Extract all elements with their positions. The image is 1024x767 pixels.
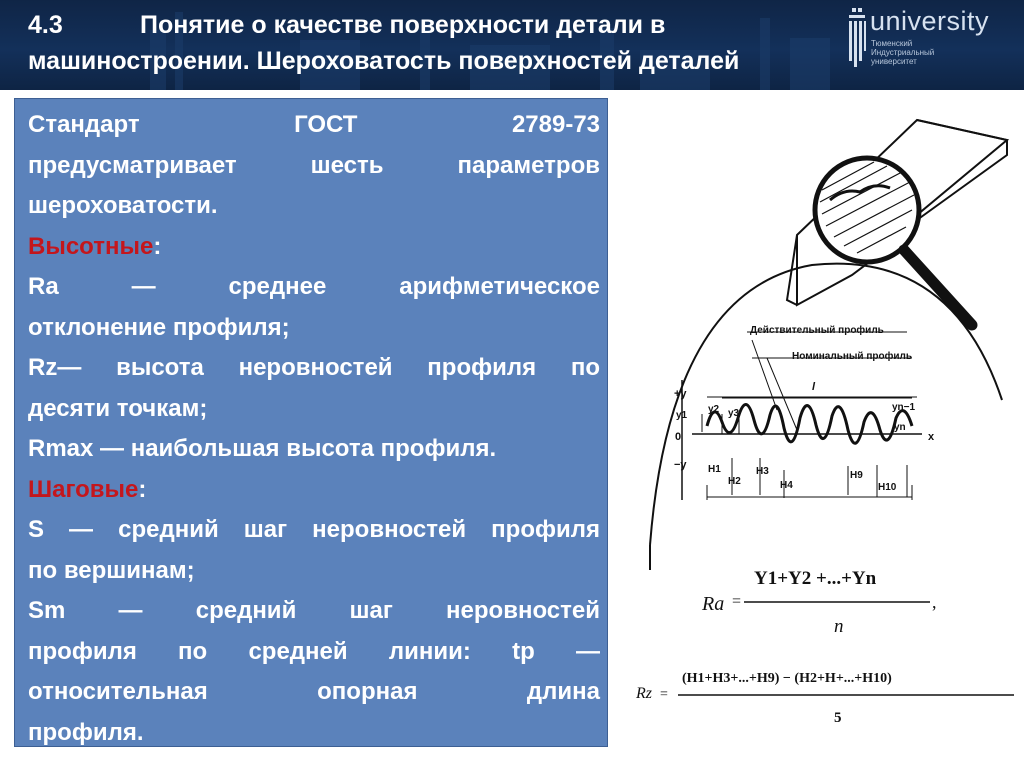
label-h1: H1 bbox=[708, 464, 721, 475]
height-heading-text: Высотные bbox=[28, 232, 154, 260]
height-heading-colon: : bbox=[153, 232, 162, 260]
sm-line-1: Sm — средний шаг неровностей bbox=[28, 597, 600, 624]
svg-text:=: = bbox=[732, 593, 742, 610]
word-standard: Стандарт bbox=[28, 111, 140, 138]
intro-line-1 bbox=[28, 105, 600, 146]
step-heading-colon: : bbox=[138, 475, 147, 503]
axis-x: x bbox=[928, 431, 935, 443]
svg-text:=: = bbox=[660, 687, 668, 702]
rz-line-1: Rz— высота неровностей профиля по bbox=[28, 354, 600, 381]
formula-rz-denominator: 5 bbox=[834, 710, 842, 726]
svg-text:,: , bbox=[932, 592, 937, 612]
label-actual-profile: Действительный профиль bbox=[750, 325, 884, 336]
sm-line-4: профиля. bbox=[28, 718, 144, 746]
rz-line-2: десяти точкам; bbox=[28, 394, 208, 422]
label-y1: y1 bbox=[676, 410, 688, 421]
step-heading bbox=[28, 470, 600, 511]
roughness-figure bbox=[612, 100, 1017, 745]
height-heading bbox=[28, 227, 600, 268]
logo-wordmark: university bbox=[870, 6, 990, 36]
title-line-1: Понятие о качестве поверхности детали в bbox=[140, 11, 666, 39]
section-number: 4.3 bbox=[28, 11, 63, 39]
label-yn: yn bbox=[894, 422, 906, 433]
s-line-2: по вершинам; bbox=[28, 556, 195, 584]
profile-diagram bbox=[674, 324, 935, 500]
label-h9: H9 bbox=[850, 470, 863, 481]
logo-subtitle: Тюменский Индустриальный университет bbox=[871, 39, 935, 66]
label-y2: y2 bbox=[708, 404, 720, 415]
formula-ra-lhs: Ra bbox=[702, 593, 725, 615]
formula-rz bbox=[635, 671, 1014, 726]
intro-line-2: предусматривает шесть параметров bbox=[28, 151, 600, 179]
slide-title bbox=[28, 7, 848, 79]
definition-textbox bbox=[14, 98, 608, 747]
rmax-line: Rmax — наибольшая высота профиля. bbox=[28, 435, 497, 462]
label-y3: y3 bbox=[728, 408, 740, 419]
title-line-2: машиностроении. Шероховатость поверхностей деталей bbox=[28, 47, 740, 75]
sm-line-2: профиля по средней линии: tp — bbox=[28, 637, 600, 665]
length-l: l bbox=[812, 381, 816, 393]
formula-rz-lhs: Rz bbox=[636, 685, 652, 702]
label-h4: H4 bbox=[780, 480, 793, 491]
formula-ra-denominator: n bbox=[834, 616, 844, 637]
logo-emblem-icon bbox=[846, 6, 868, 68]
sm-line-3: относительная опорная длина bbox=[28, 678, 600, 705]
label-yn-1: yn−1 bbox=[892, 402, 916, 413]
label-h10: H10 bbox=[878, 482, 897, 493]
label-h2: H2 bbox=[728, 476, 741, 487]
label-h3: H3 bbox=[756, 466, 769, 477]
word-gost: ГОСТ bbox=[294, 111, 358, 138]
s-line-1: S — средний шаг неровностей профиля bbox=[28, 516, 600, 543]
ra-line-2: отклонение профиля; bbox=[28, 313, 290, 341]
axis-minus-y: −y bbox=[674, 459, 687, 471]
slide-header bbox=[0, 0, 1024, 90]
axis-zero: 0 bbox=[675, 431, 682, 443]
formula-ra bbox=[701, 568, 937, 637]
axis-plus-y: +y bbox=[674, 388, 687, 400]
step-heading-text: Шаговые bbox=[28, 475, 139, 503]
intro-line-3: шероховатости. bbox=[28, 192, 218, 219]
formula-rz-numerator: (H1+H3+...+H9) − (H2+H+...+H10) bbox=[682, 671, 892, 686]
formula-ra-numerator: Y1+Y2 +...+Yn bbox=[754, 568, 877, 589]
label-nominal-profile: Номинальный профиль bbox=[792, 351, 913, 362]
word-code: 2789-73 bbox=[511, 111, 601, 138]
ra-line-1: Ra — среднее арифметическое bbox=[28, 273, 600, 300]
university-logo bbox=[846, 6, 1016, 68]
